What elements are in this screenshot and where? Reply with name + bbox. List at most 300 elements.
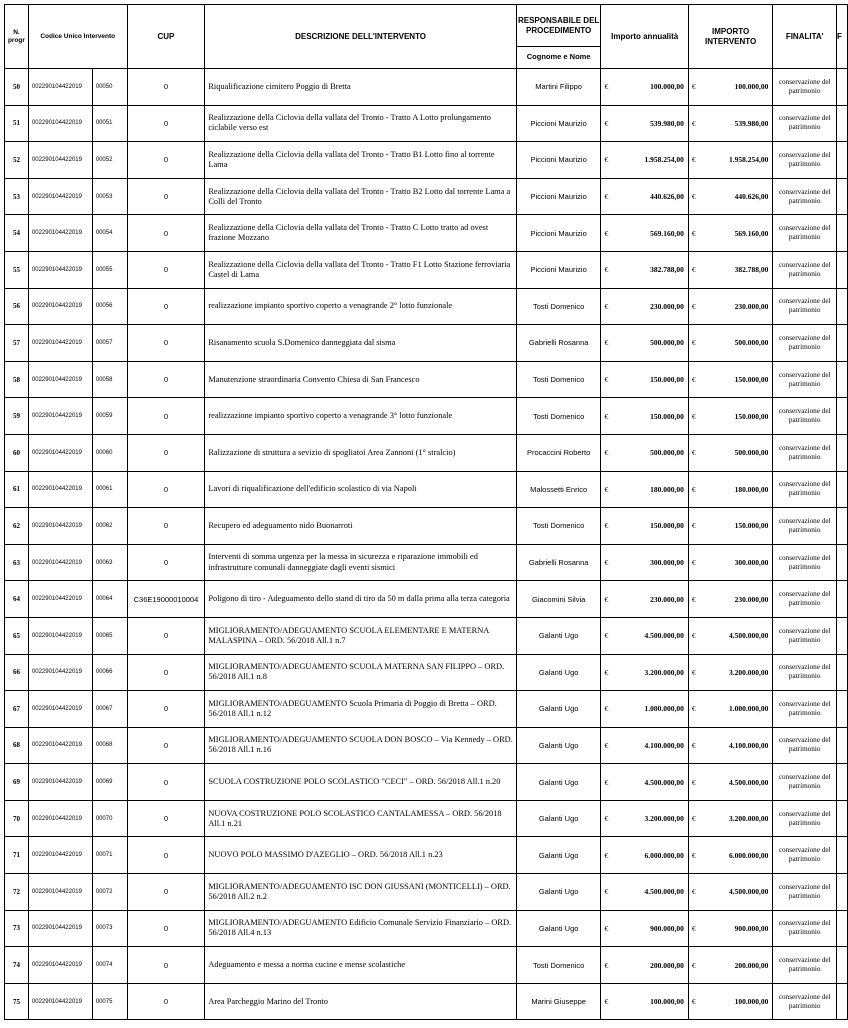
row-number: 64 [5, 581, 29, 618]
annual-amount-value: 300.000,00 [650, 558, 684, 568]
row-total-amount [688, 69, 773, 106]
row-finalita: conservazione del patrimonio [773, 105, 837, 142]
row-cup: 0 [127, 361, 205, 398]
row-cut-cell [837, 837, 848, 874]
row-code: 002290104422019 [28, 361, 92, 398]
row-finalita: conservazione del patrimonio [773, 874, 837, 911]
row-annual-amount [601, 800, 688, 837]
row-annual-amount [601, 654, 688, 691]
row-code: 002290104422019 [28, 727, 92, 764]
row-description: Recupero ed adeguamento nido Buonarroti [205, 508, 516, 545]
row-code: 002290104422019 [28, 508, 92, 545]
row-number: 72 [5, 874, 29, 911]
row-cup: 0 [127, 544, 205, 581]
row-total-amount [688, 251, 773, 288]
row-cup: 0 [127, 800, 205, 837]
row-subcode: 00072 [92, 874, 127, 911]
currency-symbol: € [604, 338, 609, 348]
row-annual-amount [601, 471, 688, 508]
row-responsible: Malossetti Enrico [516, 471, 601, 508]
row-responsible: Tosti Domenico [516, 361, 601, 398]
row-description: MIGLIORAMENTO/ADEGUAMENTO Edificio Comunale Servizio Finanziario – ORD. 56/2018 All.4 n.13 [205, 910, 516, 947]
table-row [5, 251, 848, 288]
row-annual-amount [601, 215, 688, 252]
row-finalita: conservazione del patrimonio [773, 654, 837, 691]
row-total-amount [688, 544, 773, 581]
row-code: 002290104422019 [28, 617, 92, 654]
currency-symbol: € [604, 667, 609, 677]
currency-symbol: € [604, 887, 609, 897]
row-annual-amount [601, 983, 688, 1020]
row-annual-amount [601, 764, 688, 801]
currency-symbol: € [691, 960, 696, 970]
row-annual-amount [601, 617, 688, 654]
header-codice: Codice Unico Intervento [28, 5, 127, 69]
row-description: Realizzazione della Ciclovia della vallata del Tronto - Tratto A Lotto prolungamento ciclabile verso est [205, 105, 516, 142]
row-code: 002290104422019 [28, 398, 92, 435]
row-responsible: Galanti Ugo [516, 654, 601, 691]
row-total-amount [688, 361, 773, 398]
row-annual-amount [601, 910, 688, 947]
table-row [5, 947, 848, 984]
row-number: 50 [5, 69, 29, 106]
total-amount-value: 4.500.000,00 [728, 631, 769, 641]
row-finalita: conservazione del patrimonio [773, 617, 837, 654]
row-code: 002290104422019 [28, 471, 92, 508]
row-cut-cell [837, 727, 848, 764]
total-amount-value: 3.200.000,00 [728, 814, 769, 824]
row-annual-amount [601, 325, 688, 362]
currency-symbol: € [691, 82, 696, 92]
row-responsible: Galanti Ugo [516, 691, 601, 728]
annual-amount-value: 230.000,00 [650, 594, 684, 604]
row-finalita: conservazione del patrimonio [773, 434, 837, 471]
currency-symbol: € [691, 228, 696, 238]
row-responsible: Galanti Ugo [516, 764, 601, 801]
row-cup: C36E19000010004 [127, 581, 205, 618]
row-cut-cell [837, 69, 848, 106]
row-annual-amount [601, 178, 688, 215]
total-amount-value: 230.000,00 [734, 594, 769, 604]
row-subcode: 00062 [92, 508, 127, 545]
row-total-amount [688, 983, 773, 1020]
currency-symbol: € [604, 960, 609, 970]
row-code: 002290104422019 [28, 947, 92, 984]
row-responsible: Tosti Domenico [516, 508, 601, 545]
row-cut-cell [837, 617, 848, 654]
row-total-amount [688, 178, 773, 215]
row-subcode: 00064 [92, 581, 127, 618]
currency-symbol: € [604, 192, 609, 202]
row-subcode: 00074 [92, 947, 127, 984]
row-cup: 0 [127, 654, 205, 691]
row-total-amount [688, 910, 773, 947]
table-row [5, 837, 848, 874]
row-cut-cell [837, 874, 848, 911]
currency-symbol: € [604, 301, 609, 311]
row-code: 002290104422019 [28, 105, 92, 142]
currency-symbol: € [604, 923, 609, 933]
total-amount-value: 4.100.000,00 [728, 740, 769, 750]
row-responsible: Galanti Ugo [516, 910, 601, 947]
currency-symbol: € [604, 155, 609, 165]
row-annual-amount [601, 837, 688, 874]
currency-symbol: € [604, 997, 609, 1007]
row-number: 68 [5, 727, 29, 764]
row-responsible: Piccioni Maurizio [516, 251, 601, 288]
row-description: Riqualificazione cimitero Poggio di Bretta [205, 69, 516, 106]
row-subcode: 00073 [92, 910, 127, 947]
row-finalita: conservazione del patrimonio [773, 69, 837, 106]
row-code: 002290104422019 [28, 654, 92, 691]
total-amount-value: 300.000,00 [734, 558, 769, 568]
row-code: 002290104422019 [28, 69, 92, 106]
total-amount-value: 1.000.000,00 [728, 704, 769, 714]
row-description: MIGLIORAMENTO/ADEGUAMENTO Scuola Primaria di Poggio di Bretta – ORD. 56/2018 All.1 n.12 [205, 691, 516, 728]
row-description: Lavori di riqualificazione dell'edificio scolastico di via Napoli [205, 471, 516, 508]
row-number: 54 [5, 215, 29, 252]
header-importo-intervento: IMPORTO INTERVENTO [688, 5, 773, 69]
annual-amount-value: 382.788,00 [650, 265, 684, 275]
row-annual-amount [601, 434, 688, 471]
row-code: 002290104422019 [28, 983, 92, 1020]
row-code: 002290104422019 [28, 581, 92, 618]
annual-amount-value: 230.000,00 [650, 301, 684, 311]
currency-symbol: € [691, 814, 696, 824]
row-description: MIGLIORAMENTO/ADEGUAMENTO SCUOLA DON BOSCO – Via Kennedy – ORD. 56/2018 All.1 n.16 [205, 727, 516, 764]
total-amount-value: 150.000,00 [734, 411, 769, 421]
row-finalita: conservazione del patrimonio [773, 288, 837, 325]
row-description: Realizzazione della Ciclovia della vallata del Tronto - Tratto F1 Lotto Stazione ferroviaria Castel di Lama [205, 251, 516, 288]
row-cut-cell [837, 910, 848, 947]
annual-amount-value: 100.000,00 [650, 997, 684, 1007]
row-number: 59 [5, 398, 29, 435]
row-description: MIGLIORAMENTO/ADEGUAMENTO SCUOLA MATERNA SAN FILIPPO – ORD. 56/2018 All.1 n.8 [205, 654, 516, 691]
row-annual-amount [601, 544, 688, 581]
row-cut-cell [837, 983, 848, 1020]
table-row [5, 764, 848, 801]
row-responsible: Galanti Ugo [516, 800, 601, 837]
total-amount-value: 6.000.000,00 [728, 850, 769, 860]
currency-symbol: € [604, 118, 609, 128]
row-responsible: Piccioni Maurizio [516, 105, 601, 142]
total-amount-value: 569.160,00 [734, 228, 769, 238]
annual-amount-value: 200.000,00 [650, 960, 684, 970]
annual-amount-value: 4.500.000,00 [644, 887, 684, 897]
row-total-amount [688, 471, 773, 508]
header-last-partial: F [837, 5, 848, 69]
row-description: Risanamento scuola S.Domenico danneggiata dal sisma [205, 325, 516, 362]
table-row [5, 800, 848, 837]
row-finalita: conservazione del patrimonio [773, 178, 837, 215]
row-description: Area Parcheggio Marino del Tronto [205, 983, 516, 1020]
row-code: 002290104422019 [28, 251, 92, 288]
row-cut-cell [837, 178, 848, 215]
row-responsible: Martini Filippo [516, 69, 601, 106]
row-cup: 0 [127, 105, 205, 142]
row-cut-cell [837, 800, 848, 837]
row-finalita: conservazione del patrimonio [773, 947, 837, 984]
row-cut-cell [837, 251, 848, 288]
total-amount-value: 150.000,00 [734, 375, 769, 385]
currency-symbol: € [604, 448, 609, 458]
table-row [5, 178, 848, 215]
header-importo-annualita: Importo annualità [601, 5, 688, 69]
row-cut-cell [837, 215, 848, 252]
row-number: 73 [5, 910, 29, 947]
row-annual-amount [601, 727, 688, 764]
row-subcode: 00057 [92, 325, 127, 362]
row-cup: 0 [127, 874, 205, 911]
header-n-progr: N. progr [5, 5, 29, 69]
currency-symbol: € [691, 923, 696, 933]
currency-symbol: € [691, 484, 696, 494]
row-number: 67 [5, 691, 29, 728]
currency-symbol: € [691, 887, 696, 897]
row-cup: 0 [127, 764, 205, 801]
row-description: Ralizzazione di struttura a sevizio di spogliatoi Area Zannoni (1° stralcio) [205, 434, 516, 471]
table-row [5, 691, 848, 728]
row-cup: 0 [127, 178, 205, 215]
table-row [5, 105, 848, 142]
currency-symbol: € [604, 82, 609, 92]
row-total-amount [688, 727, 773, 764]
row-finalita: conservazione del patrimonio [773, 800, 837, 837]
row-cup: 0 [127, 617, 205, 654]
interventions-table [4, 4, 848, 1020]
row-subcode: 00052 [92, 142, 127, 179]
total-amount-value: 500.000,00 [734, 338, 769, 348]
total-amount-value: 500.000,00 [734, 448, 769, 458]
row-number: 60 [5, 434, 29, 471]
row-finalita: conservazione del patrimonio [773, 983, 837, 1020]
row-responsible: Gabrielli Rosanna [516, 544, 601, 581]
row-responsible: Galanti Ugo [516, 727, 601, 764]
row-cup: 0 [127, 947, 205, 984]
row-cut-cell [837, 764, 848, 801]
currency-symbol: € [691, 777, 696, 787]
row-responsible: Piccioni Maurizio [516, 215, 601, 252]
row-subcode: 00066 [92, 654, 127, 691]
row-cup: 0 [127, 288, 205, 325]
total-amount-value: 4.500.000,00 [728, 777, 769, 787]
table-row [5, 910, 848, 947]
table-row [5, 398, 848, 435]
currency-symbol: € [604, 740, 609, 750]
row-cup: 0 [127, 508, 205, 545]
header-cognome-nome: Cognome e Nome [516, 47, 601, 69]
annual-amount-value: 6.000.000,00 [644, 850, 684, 860]
row-code: 002290104422019 [28, 800, 92, 837]
annual-amount-value: 500.000,00 [650, 448, 684, 458]
row-annual-amount [601, 581, 688, 618]
currency-symbol: € [604, 411, 609, 421]
row-finalita: conservazione del patrimonio [773, 325, 837, 362]
row-responsible: Giacomini Silvia [516, 581, 601, 618]
row-total-amount [688, 764, 773, 801]
row-cut-cell [837, 508, 848, 545]
row-annual-amount [601, 69, 688, 106]
row-code: 002290104422019 [28, 178, 92, 215]
table-row [5, 325, 848, 362]
row-responsible: Tosti Domenico [516, 288, 601, 325]
row-subcode: 00061 [92, 471, 127, 508]
annual-amount-value: 539.980,00 [650, 118, 684, 128]
row-cup: 0 [127, 69, 205, 106]
table-row [5, 581, 848, 618]
row-cup: 0 [127, 398, 205, 435]
row-finalita: conservazione del patrimonio [773, 251, 837, 288]
row-subcode: 00054 [92, 215, 127, 252]
currency-symbol: € [691, 301, 696, 311]
currency-symbol: € [604, 631, 609, 641]
row-finalita: conservazione del patrimonio [773, 910, 837, 947]
table-row [5, 142, 848, 179]
row-description: Realizzazione della Ciclovia della vallata del Tronto - Tratto B2 Lotto dal torrente Lama a Colli del Tronto [205, 178, 516, 215]
header-responsabile: RESPONSABILE DEL PROCEDIMENTO [516, 5, 601, 47]
row-description: Realizzazione della Ciclovia della vallata del Tronto - Tratto B1 Lotto fino al torrente Lama [205, 142, 516, 179]
currency-symbol: € [691, 558, 696, 568]
currency-symbol: € [691, 155, 696, 165]
row-total-amount [688, 691, 773, 728]
currency-symbol: € [604, 558, 609, 568]
row-finalita: conservazione del patrimonio [773, 215, 837, 252]
currency-symbol: € [604, 704, 609, 714]
row-subcode: 00071 [92, 837, 127, 874]
currency-symbol: € [691, 521, 696, 531]
row-cup: 0 [127, 434, 205, 471]
row-responsible: Galanti Ugo [516, 874, 601, 911]
row-total-amount [688, 508, 773, 545]
row-description: realizzazione impianto sportivo coperto a venagrande 3° lotto funzionale [205, 398, 516, 435]
row-number: 57 [5, 325, 29, 362]
annual-amount-value: 3.200.000,00 [644, 667, 684, 677]
row-annual-amount [601, 947, 688, 984]
row-code: 002290104422019 [28, 874, 92, 911]
currency-symbol: € [691, 411, 696, 421]
row-cup: 0 [127, 142, 205, 179]
table-row [5, 434, 848, 471]
table-row [5, 288, 848, 325]
row-cup: 0 [127, 471, 205, 508]
table-row [5, 727, 848, 764]
row-description: Interventi di somma urgenza per la messa in sicurezza e riparazione immobili ed infrastrutture comunali danneggiate dagli eventi sismici [205, 544, 516, 581]
row-subcode: 00059 [92, 398, 127, 435]
row-number: 69 [5, 764, 29, 801]
row-subcode: 00070 [92, 800, 127, 837]
annual-amount-value: 440.626,00 [650, 192, 684, 202]
table-body [5, 69, 848, 1020]
row-responsible: Tosti Domenico [516, 398, 601, 435]
total-amount-value: 200.000,00 [734, 960, 769, 970]
row-finalita: conservazione del patrimonio [773, 471, 837, 508]
table-row [5, 361, 848, 398]
total-amount-value: 100.000,00 [734, 997, 769, 1007]
table-row [5, 215, 848, 252]
row-description: Poligono di tiro - Adeguamento dello stand di tiro da 50 m dalla prima alla terza categoria [205, 581, 516, 618]
row-code: 002290104422019 [28, 764, 92, 801]
row-cut-cell [837, 142, 848, 179]
row-cup: 0 [127, 837, 205, 874]
header-cup: CUP [127, 5, 205, 69]
currency-symbol: € [604, 777, 609, 787]
row-responsible: Marini Giuseppe [516, 983, 601, 1020]
row-description: NUOVA COSTRUZIONE POLO SCOLASTICO CANTALAMESSA – ORD. 56/2018 All.1 n.21 [205, 800, 516, 837]
total-amount-value: 900.000,00 [734, 923, 769, 933]
row-code: 002290104422019 [28, 288, 92, 325]
row-finalita: conservazione del patrimonio [773, 581, 837, 618]
total-amount-value: 150.000,00 [734, 521, 769, 531]
row-cup: 0 [127, 910, 205, 947]
row-finalita: conservazione del patrimonio [773, 142, 837, 179]
currency-symbol: € [691, 192, 696, 202]
annual-amount-value: 180.000,00 [650, 484, 684, 494]
row-cup: 0 [127, 325, 205, 362]
row-annual-amount [601, 874, 688, 911]
row-description: Realizzazione della Ciclovia della vallata del Tronto - Tratto C Lotto tratto ad ovest frazione Mozzano [205, 215, 516, 252]
annual-amount-value: 4.500.000,00 [644, 631, 684, 641]
total-amount-value: 4.500.000,00 [728, 887, 769, 897]
row-annual-amount [601, 398, 688, 435]
row-code: 002290104422019 [28, 142, 92, 179]
table-row [5, 69, 848, 106]
row-finalita: conservazione del patrimonio [773, 361, 837, 398]
row-finalita: conservazione del patrimonio [773, 727, 837, 764]
row-subcode: 00051 [92, 105, 127, 142]
currency-symbol: € [604, 484, 609, 494]
row-total-amount [688, 837, 773, 874]
annual-amount-value: 150.000,00 [650, 411, 684, 421]
row-number: 52 [5, 142, 29, 179]
row-description: SCUOLA COSTRUZIONE POLO SCOLASTICO "CECI" – ORD. 56/2018 All.1 n.20 [205, 764, 516, 801]
row-number: 66 [5, 654, 29, 691]
table-row [5, 983, 848, 1020]
annual-amount-value: 4.500.000,00 [644, 777, 684, 787]
row-subcode: 00065 [92, 617, 127, 654]
annual-amount-value: 1.000.000,00 [644, 704, 684, 714]
currency-symbol: € [604, 814, 609, 824]
row-total-amount [688, 874, 773, 911]
table-row [5, 874, 848, 911]
row-code: 002290104422019 [28, 215, 92, 252]
row-total-amount [688, 215, 773, 252]
row-total-amount [688, 947, 773, 984]
header-descrizione: DESCRIZIONE DELL'INTERVENTO [205, 5, 516, 69]
row-code: 002290104422019 [28, 691, 92, 728]
annual-amount-value: 900.000,00 [650, 923, 684, 933]
annual-amount-value: 3.200.000,00 [644, 814, 684, 824]
row-total-amount [688, 434, 773, 471]
currency-symbol: € [691, 118, 696, 128]
row-responsible: Galanti Ugo [516, 837, 601, 874]
row-number: 71 [5, 837, 29, 874]
row-subcode: 00058 [92, 361, 127, 398]
total-amount-value: 180.000,00 [734, 484, 769, 494]
row-responsible: Tosti Domenico [516, 947, 601, 984]
row-total-amount [688, 654, 773, 691]
row-description: NUOVO POLO MASSIMO D'AZEGLIO – ORD. 56/2018 All.1 n.23 [205, 837, 516, 874]
row-number: 51 [5, 105, 29, 142]
row-cut-cell [837, 691, 848, 728]
currency-symbol: € [691, 997, 696, 1007]
currency-symbol: € [691, 667, 696, 677]
row-cut-cell [837, 947, 848, 984]
row-cut-cell [837, 105, 848, 142]
row-number: 61 [5, 471, 29, 508]
row-number: 70 [5, 800, 29, 837]
header-finalita: FINALITA' [773, 5, 837, 69]
row-description: Adeguamento e messa a norma cucine e mense scolastiche [205, 947, 516, 984]
